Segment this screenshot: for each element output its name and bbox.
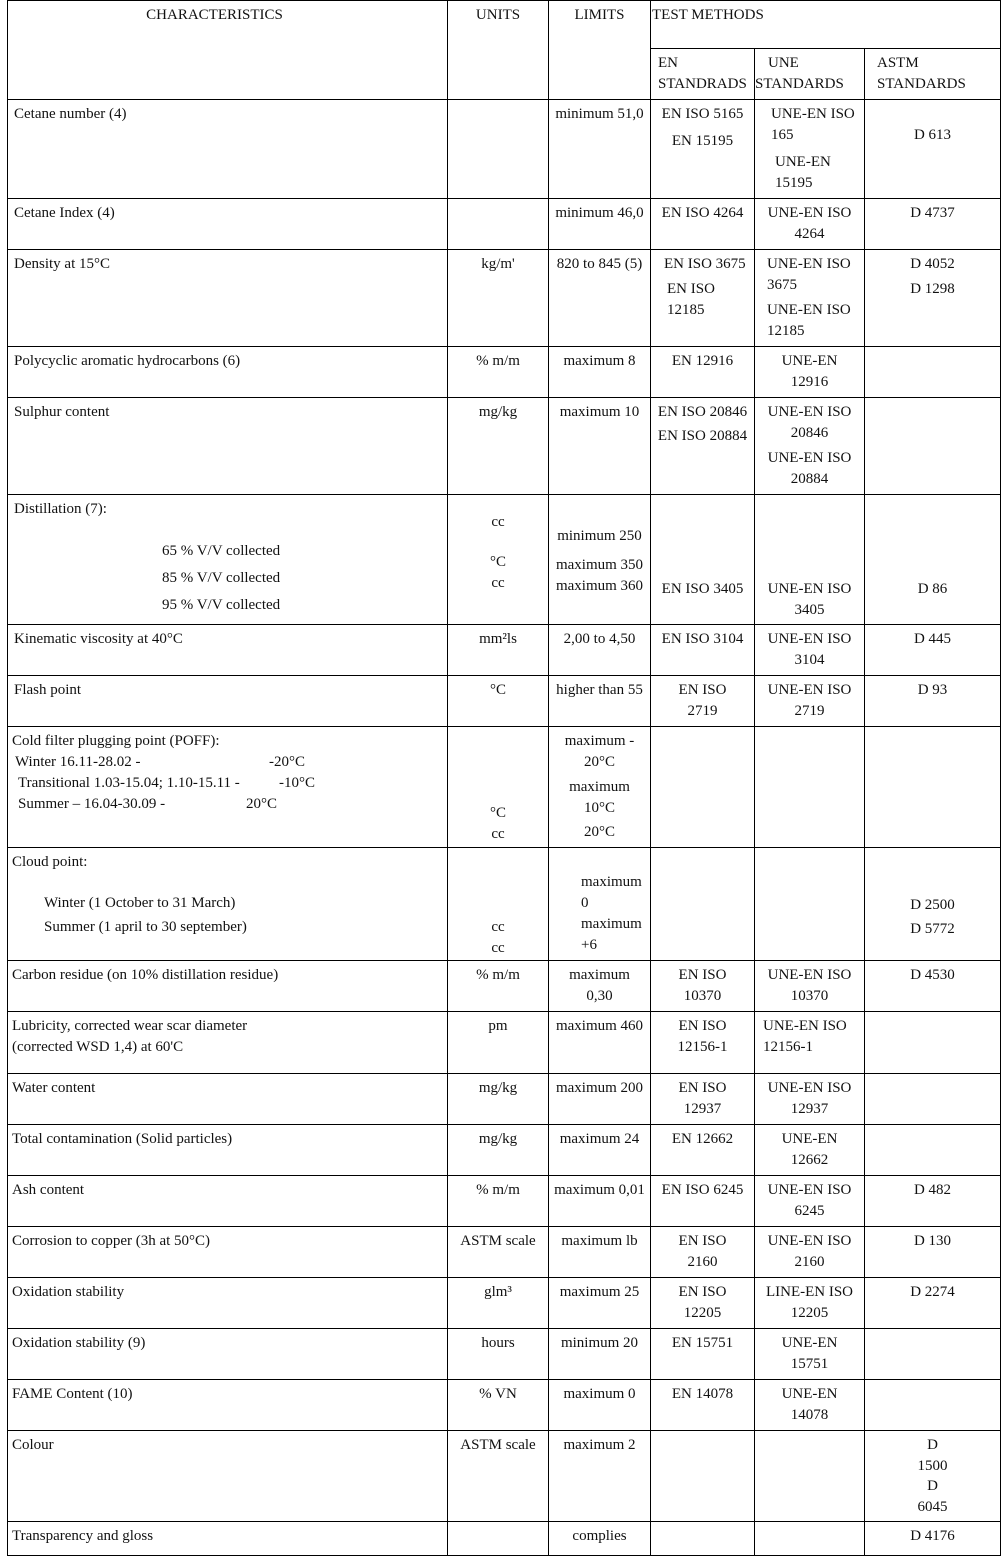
en-cell: EN ISO 20846 EN ISO 20884	[651, 398, 755, 495]
une-cell: UNE-EN ISO 3405	[755, 495, 865, 625]
limits-cell: maximum 10	[549, 398, 651, 495]
limits-cell: maximum 0,01	[549, 1176, 651, 1227]
une-cell: UNE-EN ISO 3104	[755, 625, 865, 676]
char-cell: Lubricity, corrected wear scar diameter (corrected WSD 1,4) at 60'C	[8, 1012, 448, 1074]
astm-cell: D 4176	[865, 1522, 1001, 1556]
header-row	[8, 1, 1001, 49]
en-cell	[651, 727, 755, 848]
table-row	[8, 398, 1001, 495]
astm-cell: D 86	[865, 495, 1001, 625]
astm-cell: D 4052 D 1298	[865, 250, 1001, 347]
en-cell: EN ISO 12937	[651, 1074, 755, 1125]
en-cell: EN ISO 5165 EN 15195	[651, 100, 755, 199]
astm-cell: D 445	[865, 625, 1001, 676]
une-cell: UNE-EN ISO 3675 UNE-EN ISO 12185	[755, 250, 865, 347]
cfpp-winter: Winter 16.11-28.02 - -20°C	[15, 754, 305, 770]
header-en-standards: EN STANDRADS	[651, 49, 755, 100]
limits-cell: maximum 0,30	[549, 961, 651, 1012]
units-cell: glm³	[448, 1278, 549, 1329]
header-limits: LIMITS	[549, 1, 651, 100]
une-cell: UNE-EN ISO 165 UNE-EN 15195	[755, 100, 865, 199]
table-row	[8, 848, 1001, 961]
table-row	[8, 1074, 1001, 1125]
table-row	[8, 727, 1001, 848]
une-cell: UNE-EN ISO 12156-1	[755, 1012, 865, 1074]
table-row	[8, 1278, 1001, 1329]
limits-cell: minimum 51,0	[549, 100, 651, 199]
table-row	[8, 100, 1001, 199]
en-cell: EN ISO 4264	[651, 199, 755, 250]
char-cell: Density at 15°C	[8, 250, 448, 347]
header-test-methods: TEST METHODS	[651, 1, 1001, 49]
char-cell: Total contamination (Solid particles)	[8, 1125, 448, 1176]
limits-cell: higher than 55	[549, 676, 651, 727]
en-cell: EN ISO 3405	[651, 495, 755, 625]
char-cell: Corrosion to copper (3h at 50°C)	[8, 1227, 448, 1278]
une-cell: UNE-EN 12916	[755, 347, 865, 398]
table-row	[8, 625, 1001, 676]
units-cell: ASTM scale	[448, 1431, 549, 1522]
table-row	[8, 1522, 1001, 1556]
limits-cell: minimum 250 maximum 350 maximum 360	[549, 495, 651, 625]
units-cell: mg/kg	[448, 398, 549, 495]
specifications-table	[7, 0, 1001, 1556]
cfpp-transitional: Transitional 1.03-15.04; 1.10-15.11 - -10°C	[18, 775, 315, 791]
limits-cell: maximum 2	[549, 1431, 651, 1522]
limits-cell: maximum - 20°C maximum 10°C 20°C	[549, 727, 651, 848]
table-row	[8, 1329, 1001, 1380]
char-cell: Polycyclic aromatic hydrocarbons (6)	[8, 347, 448, 398]
en-cell: EN 12916	[651, 347, 755, 398]
char-cell: Cold filter plugging point (POFF): Winter 16.11-28.02 - -20°C Transitional 1.03-15.04; 1.10-15.11 - -10°C Summer – 16.04-30.09 - 20°C	[8, 727, 448, 848]
limits-cell: minimum 20	[549, 1329, 651, 1380]
astm-cell: D 130	[865, 1227, 1001, 1278]
astm-cell	[865, 347, 1001, 398]
une-cell: UNE-EN 15751	[755, 1329, 865, 1380]
astm-cell	[865, 1012, 1001, 1074]
char-cell: Colour	[8, 1431, 448, 1522]
en-cell: EN ISO 6245	[651, 1176, 755, 1227]
table-row	[8, 495, 1001, 625]
une-cell: UNE-EN ISO 2160	[755, 1227, 865, 1278]
astm-cell: D 93	[865, 676, 1001, 727]
table-row	[8, 250, 1001, 347]
en-cell	[651, 1522, 755, 1556]
char-cell: Ash content	[8, 1176, 448, 1227]
units-cell: % m/m	[448, 961, 549, 1012]
units-cell: mg/kg	[448, 1074, 549, 1125]
limits-cell: maximum 460	[549, 1012, 651, 1074]
header-units: UNITS	[448, 1, 549, 100]
char-cell: Water content	[8, 1074, 448, 1125]
une-cell: UNE-EN 12662	[755, 1125, 865, 1176]
char-cell: Oxidation stability	[8, 1278, 448, 1329]
limits-cell: maximum 25	[549, 1278, 651, 1329]
une-cell: UNE-EN ISO 6245	[755, 1176, 865, 1227]
en-cell: EN 14078	[651, 1380, 755, 1431]
une-cell	[755, 848, 865, 961]
table-row	[8, 676, 1001, 727]
limits-cell: maximum 8	[549, 347, 651, 398]
astm-cell	[865, 398, 1001, 495]
en-cell: EN 12662	[651, 1125, 755, 1176]
header-characteristics: CHARACTERISTICS	[8, 1, 448, 100]
char-cell: Cetane Index (4)	[8, 199, 448, 250]
limits-cell: maximum 24	[549, 1125, 651, 1176]
units-cell: % m/m	[448, 347, 549, 398]
units-cell: cc cc	[448, 848, 549, 961]
units-cell: ASTM scale	[448, 1227, 549, 1278]
units-cell: % VN	[448, 1380, 549, 1431]
units-cell: cc °C cc	[448, 495, 549, 625]
char-cell: Oxidation stability (9)	[8, 1329, 448, 1380]
units-cell: kg/m'	[448, 250, 549, 347]
units-cell: °C	[448, 676, 549, 727]
en-cell: EN ISO 3675 EN ISO 12185	[651, 250, 755, 347]
astm-cell	[865, 1380, 1001, 1431]
astm-cell: D 482	[865, 1176, 1001, 1227]
header-astm-standards: ASTM STANDARDS	[865, 49, 1001, 100]
limits-cell: maximum 200	[549, 1074, 651, 1125]
char-cell: Flash point	[8, 676, 448, 727]
units-cell	[448, 1522, 549, 1556]
char-cell: Kinematic viscosity at 40°C	[8, 625, 448, 676]
char-cell: Carbon residue (on 10% distillation residue)	[8, 961, 448, 1012]
limits-cell: 820 to 845 (5)	[549, 250, 651, 347]
une-cell: UNE-EN ISO 10370	[755, 961, 865, 1012]
table-row	[8, 199, 1001, 250]
en-cell: EN ISO 2719	[651, 676, 755, 727]
limits-cell: maximum lb	[549, 1227, 651, 1278]
units-cell	[448, 100, 549, 199]
une-cell: UNE-EN ISO 20846 UNE-EN ISO 20884	[755, 398, 865, 495]
header-une-standards: UNE STANDARDS	[755, 49, 865, 100]
astm-cell	[865, 1125, 1001, 1176]
table-row	[8, 1380, 1001, 1431]
une-cell: UNE-EN ISO 2719	[755, 676, 865, 727]
table-row	[8, 1125, 1001, 1176]
limits-cell: 2,00 to 4,50	[549, 625, 651, 676]
astm-cell: D 2274	[865, 1278, 1001, 1329]
en-cell: EN ISO 12156-1	[651, 1012, 755, 1074]
units-cell: pm	[448, 1012, 549, 1074]
une-cell	[755, 727, 865, 848]
char-cell: Cloud point: Winter (1 October to 31 March) Summer (1 april to 30 september)	[8, 848, 448, 961]
table-row	[8, 1227, 1001, 1278]
astm-cell	[865, 1074, 1001, 1125]
en-cell: EN ISO 2160	[651, 1227, 755, 1278]
units-cell: mg/kg	[448, 1125, 549, 1176]
table-row	[8, 1176, 1001, 1227]
astm-cell	[865, 1329, 1001, 1380]
une-cell: LINE-EN ISO 12205	[755, 1278, 865, 1329]
limits-cell: minimum 46,0	[549, 199, 651, 250]
units-cell: mm²ls	[448, 625, 549, 676]
une-cell: UNE-EN ISO 12937	[755, 1074, 865, 1125]
astm-cell: D 1500 D 6045	[865, 1431, 1001, 1522]
en-cell: EN ISO 12205	[651, 1278, 755, 1329]
units-cell	[448, 199, 549, 250]
char-cell: Distillation (7): 65 % V/V collected 85 % V/V collected 95 % V/V collected	[8, 495, 448, 625]
en-cell	[651, 1431, 755, 1522]
une-cell: UNE-EN 14078	[755, 1380, 865, 1431]
une-cell: UNE-EN ISO 4264	[755, 199, 865, 250]
units-cell: °C cc	[448, 727, 549, 848]
limits-cell: complies	[549, 1522, 651, 1556]
char-cell: Sulphur content	[8, 398, 448, 495]
en-cell	[651, 848, 755, 961]
table-row	[8, 347, 1001, 398]
char-cell: Cetane number (4)	[8, 100, 448, 199]
en-cell: EN ISO 3104	[651, 625, 755, 676]
cfpp-summer: Summer – 16.04-30.09 - 20°C	[18, 796, 278, 812]
limits-cell: maximum 0 maximum +6	[549, 848, 651, 961]
char-cell: FAME Content (10)	[8, 1380, 448, 1431]
astm-cell: D 2500 D 5772	[865, 848, 1001, 961]
astm-cell: D 613	[865, 100, 1001, 199]
une-cell	[755, 1522, 865, 1556]
astm-cell: D 4530	[865, 961, 1001, 1012]
une-cell	[755, 1431, 865, 1522]
astm-cell	[865, 727, 1001, 848]
en-cell: EN 15751	[651, 1329, 755, 1380]
en-cell: EN ISO 10370	[651, 961, 755, 1012]
units-cell: hours	[448, 1329, 549, 1380]
table-row	[8, 961, 1001, 1012]
limits-cell: maximum 0	[549, 1380, 651, 1431]
table-row	[8, 1012, 1001, 1074]
astm-cell: D 4737	[865, 199, 1001, 250]
char-cell: Transparency and gloss	[8, 1522, 448, 1556]
table-row	[8, 1431, 1001, 1522]
units-cell: % m/m	[448, 1176, 549, 1227]
